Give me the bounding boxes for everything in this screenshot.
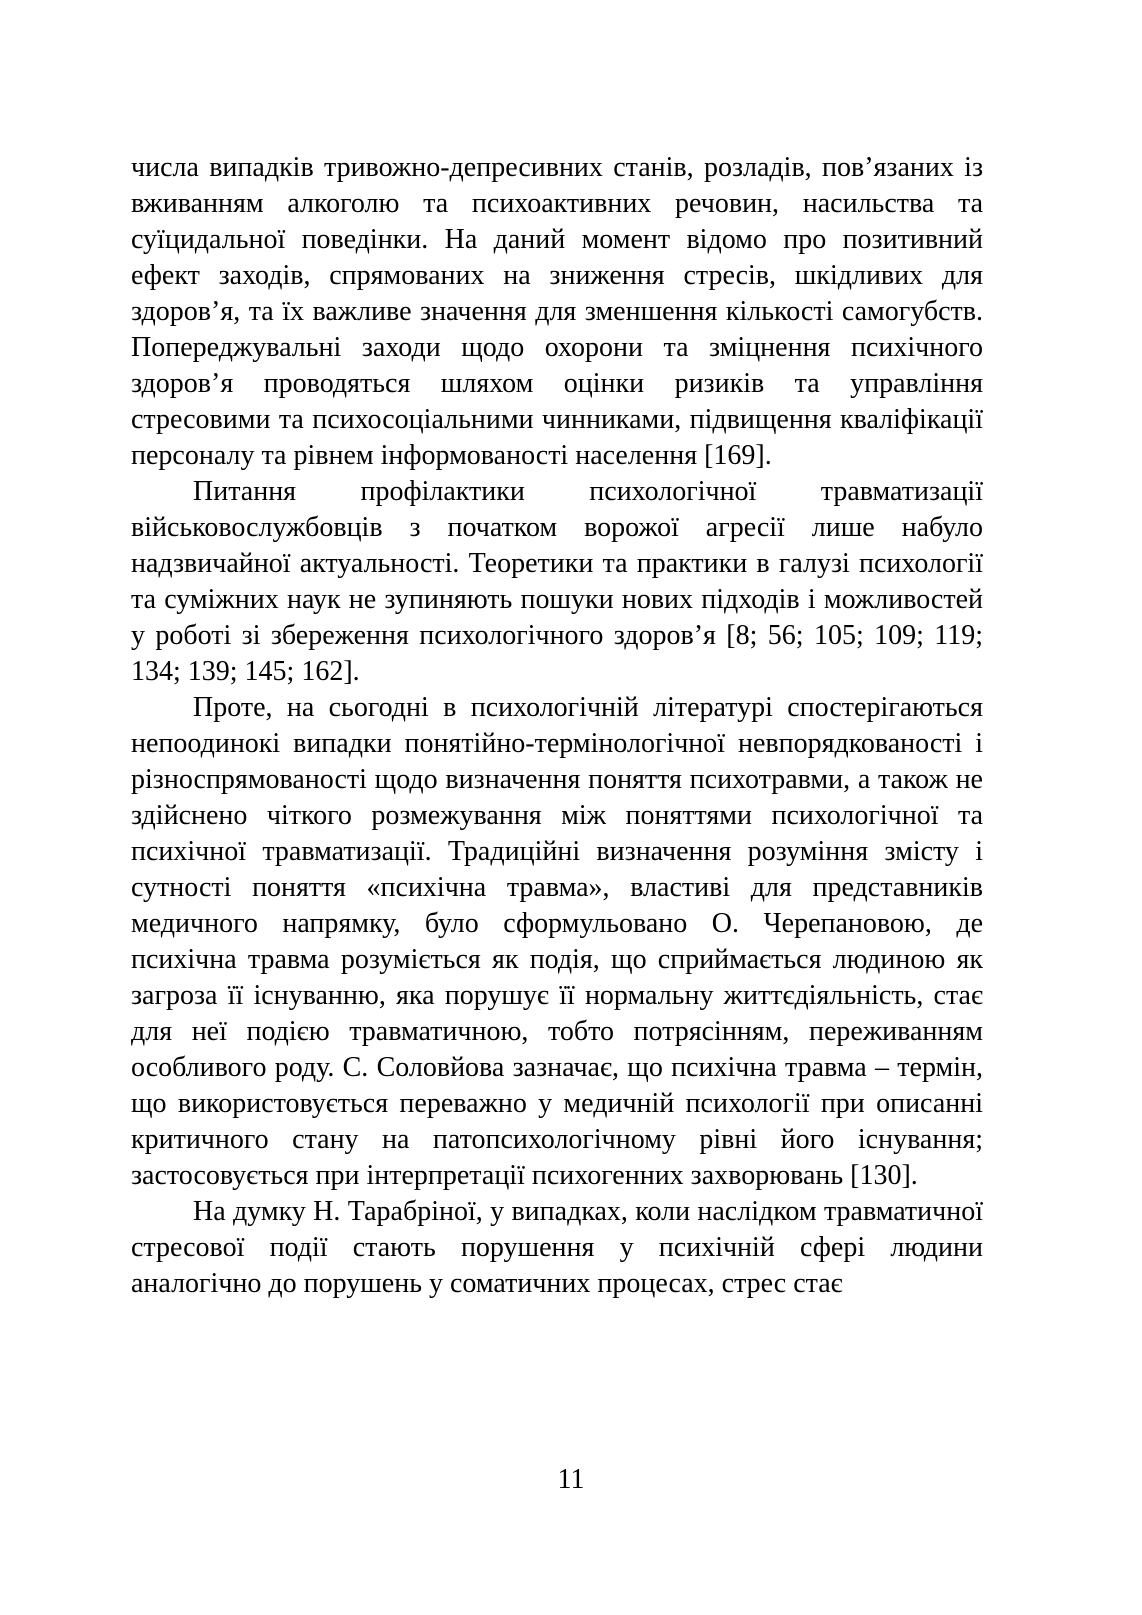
paragraph: Проте, на сьогодні в психологічній літературі спостерігаються непоодинокі випадки понятійно-термінологічної невпорядкованості і різноспрямованості щодо визначення поняття психотравми, а також не здійснено чіткого розмежування між поняттями психологічної та психічної травматизації. Традиційні визначення розуміння змісту і сутності поняття «психічна травма», властиві для представників медичного напрямку, було сформульовано О. Черепановою, де психічна травма розуміється як подія, що сприймається людиною як загроза її існуванню, яка порушує її нормальну життєдіяльність, стає для неї подією травматичною, тобто потрясінням, переживанням особливого роду. С. Соловйова зазначає, що психічна травма – термін, що використовується переважно у медичній психології при описанні критичного стану на патопсихологічному рівні його існування; застосовується при інтерпретації психогенних захворювань [130].: [131, 692, 983, 1191]
paragraph: На думку Н. Тарабріної, у випадках, коли наслідком травматичної стресової події стають порушення у психічній сфері людини аналогічно до порушень у соматичних процесах, стрес стає: [131, 1196, 983, 1299]
paragraph: Питання профілактики психологічної травматизації військовослужбовців з початком ворожої агресії лише набуло надзвичайної актуальності. Теоретики та практики в галузі психології та суміжних наук не зупиняють пошуки нових підходів і можливостей у роботі зі збереження психологічного здоров’я [8; 56; 105; 109; 119; 134; 139; 145; 162].: [131, 476, 983, 687]
page-number: 11: [557, 1464, 585, 1495]
text-content: [131, 150, 983, 1302]
paragraph: числа випадків тривожно-депресивних станів, розладів, пов’язаних із вживанням алкоголю та психоактивних речовин, насильства та суїцидальної поведінки. На даний момент відомо про позитивний ефект заходів, спрямованих на зниження стресів, шкідливих для здоров’я, та їх важливе значення для зменшення кількості самогубств. Попереджувальні заходи щодо охорони та зміцнення психічного здоров’я проводяться шляхом оцінки ризиків та управління стресовими та психосоціальними чинниками, підвищення кваліфікації персоналу та рівнем інформованості населення [169].: [131, 152, 983, 471]
